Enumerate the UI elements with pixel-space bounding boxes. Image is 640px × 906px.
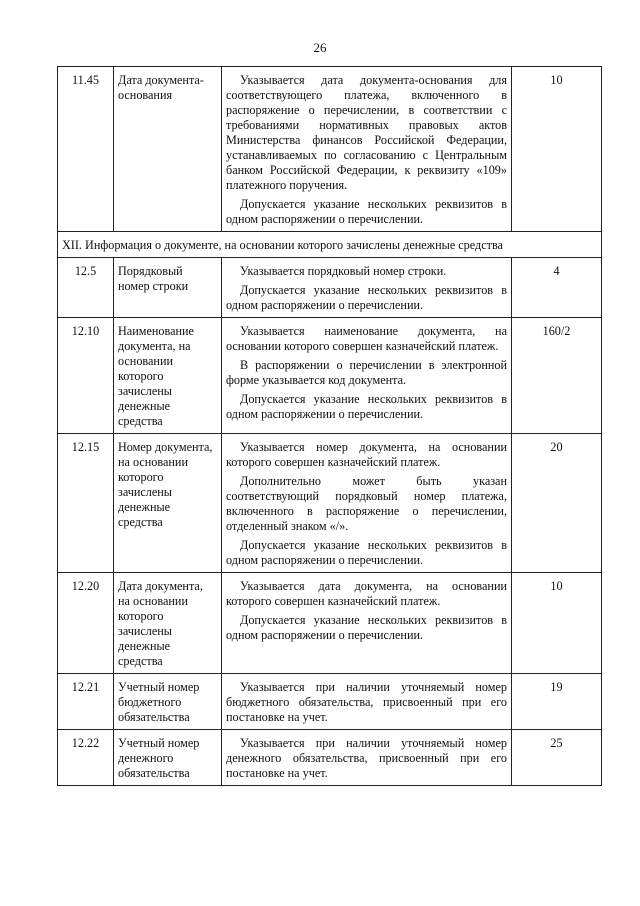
requisite-description xyxy=(222,318,512,434)
description-paragraph: Допускается указание нескольких реквизитов в одном распоряжении о перечислении. xyxy=(226,613,507,642)
requisite-description xyxy=(222,67,512,232)
table-row xyxy=(58,573,602,674)
requisite-name: Номер документа, на основании которого зачислены денежные средства xyxy=(114,434,222,573)
requisite-number: 12.22 xyxy=(58,730,114,786)
requisite-length: 20 xyxy=(512,434,602,573)
description-paragraph: Допускается указание нескольких реквизитов в одном распоряжении о перечислении. xyxy=(226,283,507,312)
requisite-number: 12.21 xyxy=(58,674,114,730)
requisite-name: Учетный номер денежного обязательства xyxy=(114,730,222,786)
table-row xyxy=(58,674,602,730)
requisite-number: 12.5 xyxy=(58,258,114,318)
requisite-name: Порядковый номер строки xyxy=(114,258,222,318)
description-paragraph: Дополнительно может быть указан соответствующий порядковый номер платежа, включенного в распоряжение о перечислении, отделенный знаком «/». xyxy=(226,474,507,533)
description-paragraph: Указывается номер документа, на основании которого совершен казначейский платеж. xyxy=(226,440,507,469)
table-row xyxy=(58,730,602,786)
description-paragraph: Указывается дата документа-основания для соответствующего платежа, включенного в распоряжение о перечислении, в соответствии с требованиями нормативных правовых актов Министерства финансов Российской Федерации, устанавливаемых по согласованию с Центральным банком Российской Федерации, к реквизиту «109» платежного поручения. xyxy=(226,73,507,192)
description-paragraph: Допускается указание нескольких реквизитов в одном распоряжении о перечислении. xyxy=(226,538,507,567)
requisite-name: Наименование документа, на основании которого зачислены денежные средства xyxy=(114,318,222,434)
requisite-name: Дата документа-основания xyxy=(114,67,222,232)
requisite-name: Дата документа, на основании которого зачислены денежные средства xyxy=(114,573,222,674)
page-number: 26 xyxy=(313,40,327,55)
section-row xyxy=(58,232,602,258)
description-paragraph: Указывается наименование документа, на основании которого совершен казначейский платеж. xyxy=(226,324,507,353)
requisite-description xyxy=(222,434,512,573)
requisite-number: 12.15 xyxy=(58,434,114,573)
requisite-description xyxy=(222,674,512,730)
table-row xyxy=(58,67,602,232)
requisite-name: Учетный номер бюджетного обязательства xyxy=(114,674,222,730)
requisite-number: 11.45 xyxy=(58,67,114,232)
description-paragraph: В распоряжении о перечислении в электронной форме указывается код документа. xyxy=(226,358,507,387)
table-row xyxy=(58,318,602,434)
description-paragraph: Указывается дата документа, на основании которого совершен казначейский платеж. xyxy=(226,579,507,608)
requisite-length: 19 xyxy=(512,674,602,730)
requisite-number: 12.20 xyxy=(58,573,114,674)
requisite-length: 10 xyxy=(512,573,602,674)
requisite-description xyxy=(222,573,512,674)
requisite-length: 4 xyxy=(512,258,602,318)
description-paragraph: Указывается порядковый номер строки. xyxy=(240,264,447,278)
requisites-table xyxy=(57,66,602,786)
section-title: XII. Информация о документе, на основании которого зачислены денежные средства xyxy=(58,232,602,258)
requisite-number: 12.10 xyxy=(58,318,114,434)
requisites-table-body xyxy=(58,67,602,786)
requisite-length: 25 xyxy=(512,730,602,786)
description-paragraph: Допускается указание нескольких реквизитов в одном распоряжении о перечислении. xyxy=(226,197,507,226)
requisite-description xyxy=(222,258,512,318)
table-row xyxy=(58,258,602,318)
requisite-length: 160/2 xyxy=(512,318,602,434)
description-paragraph: Допускается указание нескольких реквизитов в одном распоряжении о перечислении. xyxy=(226,392,507,421)
requisite-description xyxy=(222,730,512,786)
requisite-length: 10 xyxy=(512,67,602,232)
description-paragraph: Указывается при наличии уточняемый номер бюджетного обязательства, присвоенный при его постановке на учет. xyxy=(226,680,507,724)
table-row xyxy=(58,434,602,573)
description-paragraph: Указывается при наличии уточняемый номер денежного обязательства, присвоенный при его постановке на учет. xyxy=(226,736,507,780)
